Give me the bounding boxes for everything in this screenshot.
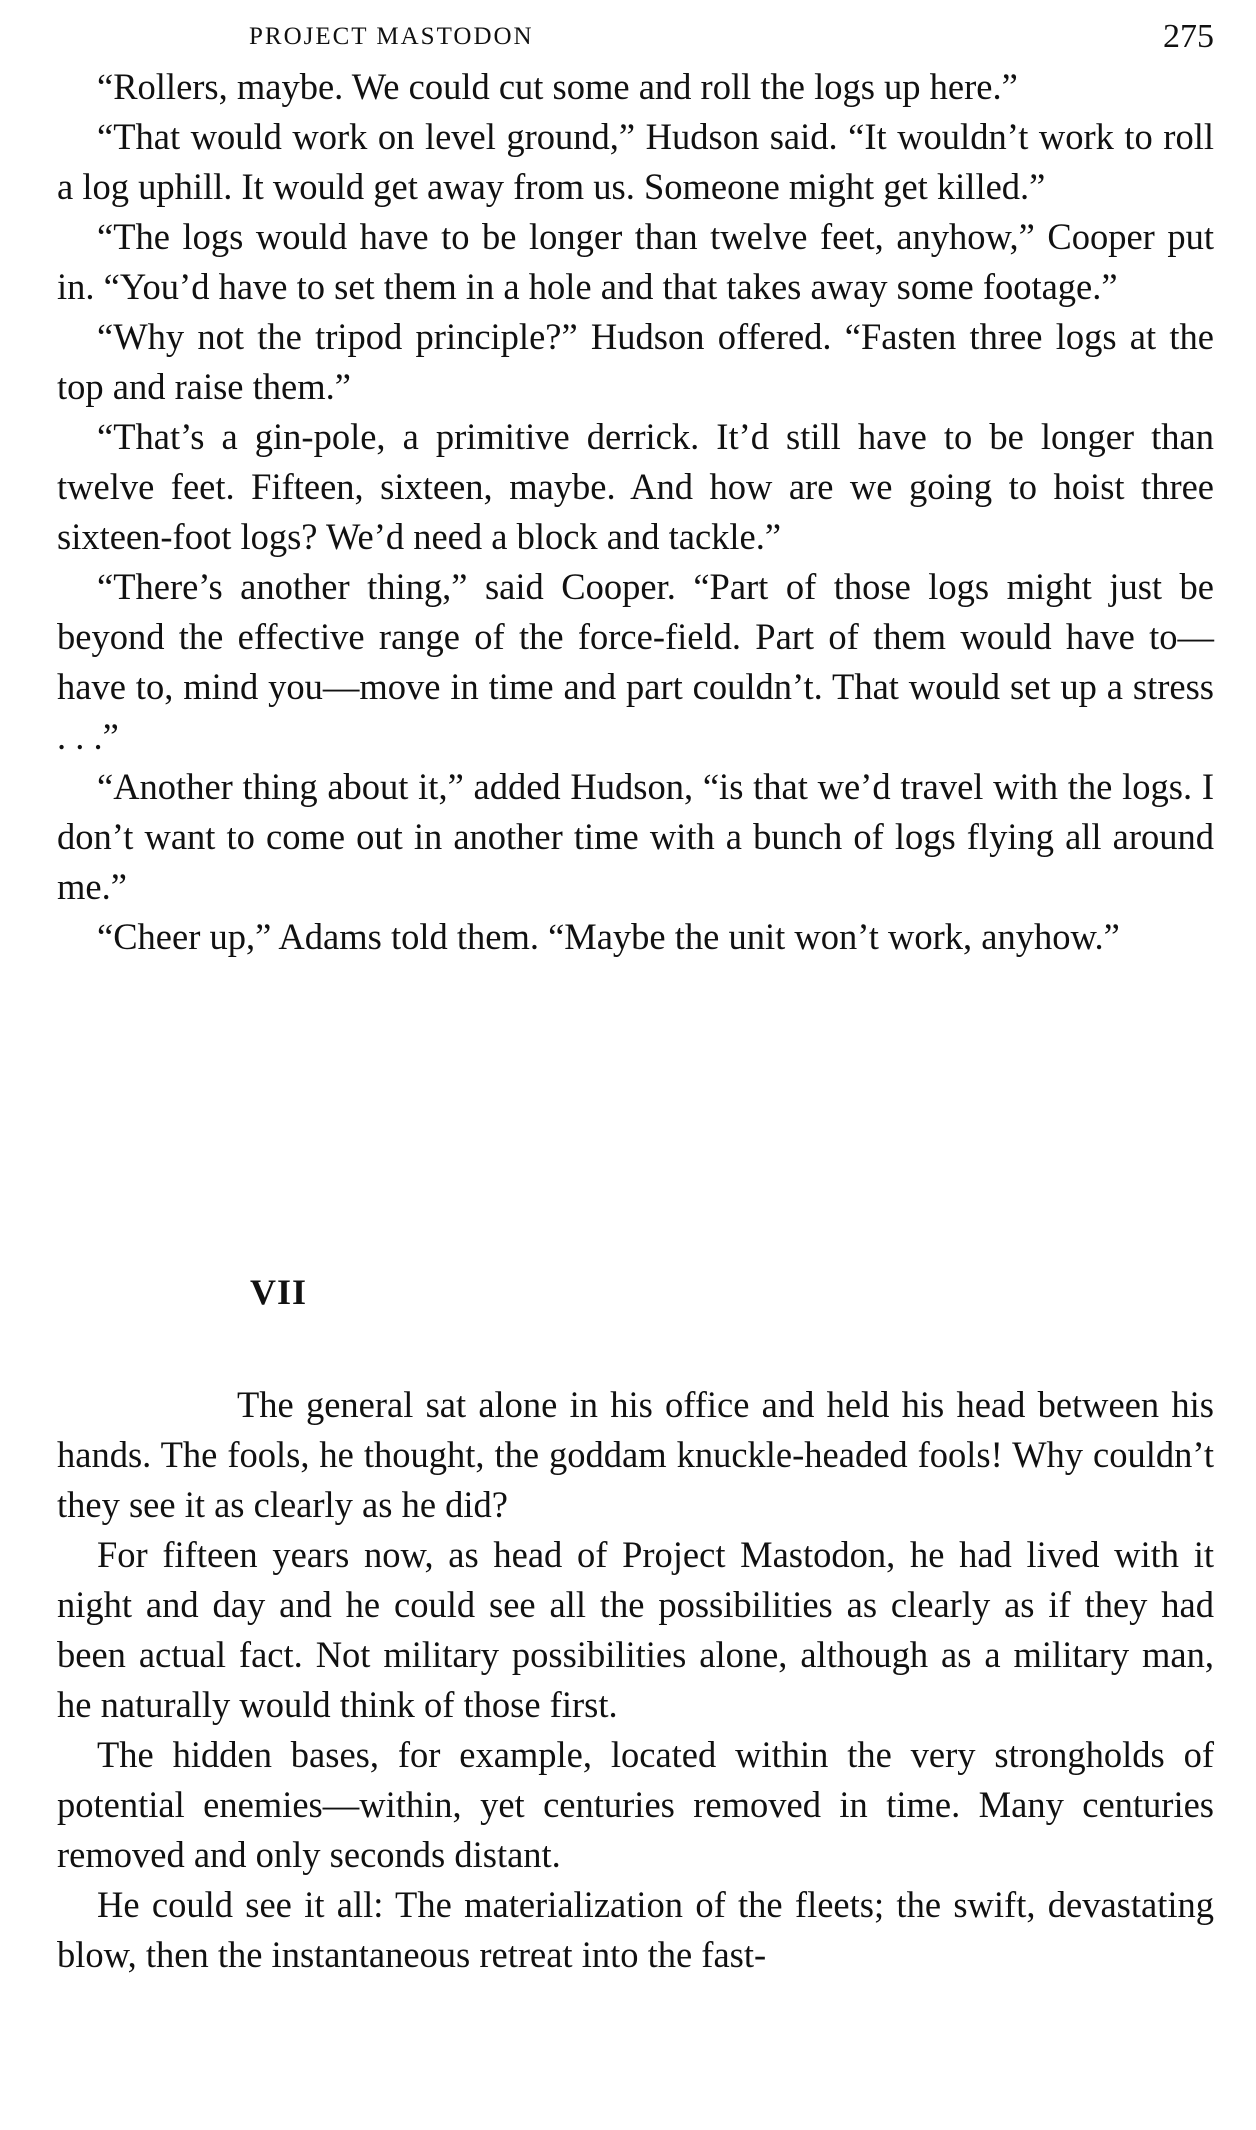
- paragraph: “That’s a gin-pole, a primitive derrick. It’d still have to be longer than twelve feet. Fifteen, sixteen, maybe. And how are we going to hoist three sixteen-foot logs? We’d need a block and tackle.”: [57, 416, 1214, 557]
- paragraph: “Rollers, maybe. We could cut some and roll the logs up here.”: [97, 66, 1018, 107]
- paragraph: “Why not the tripod principle?” Hudson offered. “Fasten three logs at the top and raise them.”: [57, 316, 1214, 407]
- chapter-number: VII: [250, 1272, 308, 1312]
- running-header: [57, 12, 1214, 62]
- page-number: 275: [1163, 18, 1214, 55]
- chapter-text: [57, 1380, 1214, 1980]
- paragraph: “The logs would have to be longer than twelve feet, anyhow,” Cooper put in. “You’d have to set them in a hole and that takes away some footage.”: [57, 216, 1214, 307]
- paragraph: The general sat alone in his office and held his head between his hands. The fools, he thought, the goddam knuckle-headed fools! Why couldn’t they see it as clearly as he did?: [57, 1384, 1214, 1525]
- paragraph: For fifteen years now, as head of Project Mastodon, he had lived with it night and day and he could see all the possibilities as clearly as if they had been actual fact. Not military possibilities alone, although as a military man, he naturally would think of those first.: [57, 1534, 1214, 1725]
- dialogue-section: [57, 62, 1214, 962]
- paragraph: “That would work on level ground,” Hudson said. “It wouldn’t work to roll a log uphill. It would get away from us. Someone might get killed.”: [57, 116, 1214, 207]
- paragraph: “There’s another thing,” said Cooper. “Part of those logs might just be beyond the effective range of the force-field. Part of them would have to—have to, mind you—move in time and part couldn’t. That would set up a stress . . .”: [57, 566, 1214, 757]
- paragraph: “Another thing about it,” added Hudson, “is that we’d travel with the logs. I don’t want to come out in another time with a bunch of logs flying all around me.”: [57, 766, 1214, 907]
- paragraph: The hidden bases, for example, located within the very strongholds of potential enemies—within, yet centuries removed in time. Many centuries removed and only seconds distant.: [57, 1734, 1214, 1875]
- running-title: PROJECT MASTODON: [249, 23, 534, 50]
- paragraph: “Cheer up,” Adams told them. “Maybe the unit won’t work, anyhow.”: [97, 916, 1120, 957]
- paragraph: He could see it all: The materialization of the fleets; the swift, devastating blow, then the instantaneous retreat into the fast-: [57, 1884, 1214, 1975]
